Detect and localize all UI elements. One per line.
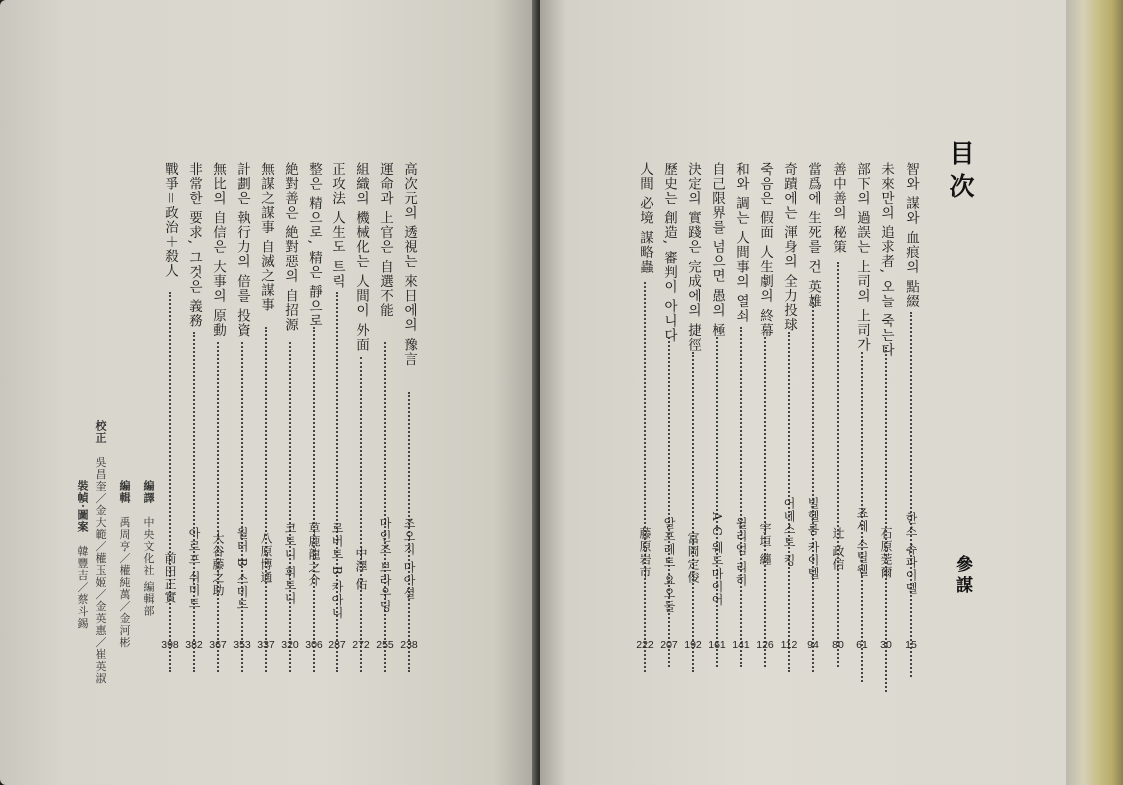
toc-entry-author: 大谷藤之助 [211,532,225,597]
toc-entry-author: 石原莞爾 [879,527,893,579]
toc-entry-author: 어네스트 킹 [782,497,796,567]
toc-entry-page: 94 [807,639,819,651]
leader-dots [265,327,267,672]
toc-entry-title: 自己限界를 넘으면 愚의 極 [709,162,725,338]
leader-dots [289,342,291,672]
toc-entry[interactable] [874,162,898,782]
leader-dots [644,282,646,672]
toc-entry-author: 八原博通 [259,532,273,584]
toc-entry-title: 奇蹟에는 渾身의 全力投球 [781,162,797,333]
section-label-staff: 參謀 [952,555,972,597]
toc-entry-author: 죠세 스틸웰 [855,507,869,577]
leader-dots [313,327,315,672]
toc-entry-title: 無比의 自信은 大事의 原動 [210,162,226,338]
toc-entry-page: 238 [400,639,418,651]
toc-entry-page: 287 [328,639,346,651]
toc-entry-author: 辻 政信 [831,527,845,571]
toc-entry-author: 富岡定俊 [686,532,700,584]
leader-dots [384,342,386,672]
toc-entry-title: 部下의 過誤는 上司의 上司가 [854,162,870,352]
toc-entry-author: 宇垣 纏 [758,522,772,566]
toc-entry[interactable] [230,162,254,782]
toc-entry[interactable] [753,162,777,782]
toc-entry-title: 整은 精으로, 精은 靜으로 [306,162,322,329]
toc-entry-page: 192 [684,639,702,651]
leader-dots [910,312,912,677]
credit-label: 編輯 [118,480,131,504]
toc-entry-title: 非常한 要求, 그것은 義務 [186,162,202,329]
credit-proofreading [92,420,108,685]
toc-entry-page: 306 [305,639,323,651]
credit-value: 吳昌奎／金大範／權玉姬／金英惠／崔英淑 [94,456,107,685]
toc-entry[interactable] [801,162,825,782]
toc-entry-title: 智와 謀와 血痕의 點綴 [903,162,919,309]
toc-entry-title: 高次元의 透視는 來日에의 豫言 [401,162,417,367]
toc-entry-author: 조오지 마아셜 [402,517,416,600]
toc-entry-page: 353 [233,639,251,651]
leader-dots [812,297,814,672]
leader-dots [169,292,171,672]
toc-entry-author: 아르프 쉬미트 [187,527,201,610]
toc-entry-title: 戰爭＝政治＋殺人 [162,162,178,278]
toc-entry-author: 빌헬름 카이텔 [806,497,820,580]
toc-entry-page: 398 [161,639,179,651]
toc-entry-author: 코트니 휘트니 [283,522,297,605]
toc-entry-author: 알프레트 요오들 [662,517,676,613]
leader-dots [740,327,742,667]
toc-entry-title: 죽음은 假面 人生劇의 終幕 [757,162,773,338]
toc-entry-title: 計劃은 執行力의 倍를 投資 [234,162,250,338]
toc-entry-page: 272 [352,639,370,651]
toc-entry-title: 善中善의 秘策 [830,162,846,255]
toc-entry-author: 한스 슈파이델 [904,512,918,595]
credit-value: 韓豐吉／蔡斗錫 [76,545,89,630]
toc-entry-page: 367 [209,639,227,651]
toc-entry-page: 382 [185,639,203,651]
toc-entry-title: 運命과 上官은 自選不能 [377,162,393,318]
toc-entry-author: 월터 B 스미드 [235,527,249,612]
toc-entry-title: 組織의 機械化는 人間이 外面 [353,162,369,352]
toc-entry-page: 337 [257,639,275,651]
credit-value: 中央文化社 編輯部 [142,516,155,617]
toc-entry-author: 藤原岩市 [638,527,652,579]
toc-entry[interactable] [325,162,349,782]
credit-editing [116,480,132,649]
toc-entry-page: 207 [660,639,678,651]
toc-entry-title: 歷史는 創造, 審判이 아니다 [661,162,677,343]
toc-entry-author: 草鹿龍之介 [307,522,321,587]
toc-entry-author: A C 웨드마이어 [710,512,724,607]
toc-entry-page: 80 [832,639,844,651]
toc-entry-author: 로버트 B 카아니 [330,522,344,620]
toc-entry[interactable] [777,162,801,782]
toc-entry-title: 絶對善은 絶對惡의 自招源 [282,162,298,333]
toc-entry[interactable] [657,162,681,782]
toc-entry[interactable] [206,162,230,782]
toc-entry-page: 30 [880,639,892,651]
toc-entry[interactable] [373,162,397,782]
leader-dots [837,262,839,667]
toc-entry-page: 141 [732,639,750,651]
toc-entry[interactable] [729,162,753,782]
leader-dots [764,337,766,667]
page-edges [1066,0,1123,785]
toc-entry-author: 中澤 佑 [354,547,368,591]
leader-dots [692,352,694,672]
toc-entry-title: 人間 必境 謀略蟲 [637,162,653,275]
credit-label: 裝幀·圖案 [76,480,89,533]
leader-dots [241,342,243,672]
toc-entry-page: 161 [708,639,726,651]
toc-entry[interactable] [349,162,373,782]
toc-entry[interactable] [182,162,206,782]
credit-label: 校正 [94,420,107,444]
toc-entry-title: 正攻法 人生도 트릭 [329,162,345,289]
toc-entry[interactable] [254,162,278,782]
toc-entry-page: 222 [636,639,654,651]
leader-dots [360,357,362,672]
credit-design [74,480,90,629]
leader-dots [193,332,195,672]
credit-translation [140,480,156,617]
toc-entry-title: 決定의 實踐은 完成에의 捷徑 [685,162,701,352]
toc-entry-title: 當爲에 生死를 건 英雄 [805,162,821,309]
toc-entry-page: 126 [756,639,774,651]
leader-dots [217,342,219,672]
credit-value: 禹周亨／權純萬／金河彬 [118,516,131,649]
toc-entry-title: 未來만의 追求者, 오늘 죽는다 [878,162,894,358]
toc-entry[interactable] [302,162,326,782]
toc-entry[interactable] [899,162,923,782]
toc-entry-author: 마인즈 브라우딩 [378,517,392,613]
toc-entry[interactable] [158,162,182,782]
toc-entry[interactable] [826,162,850,782]
toc-title: 目次 [946,140,975,206]
toc-entry[interactable] [278,162,302,782]
toc-entry-page: 61 [856,639,868,651]
leader-dots [716,337,718,667]
leader-dots [668,337,670,667]
toc-entry-page: 320 [281,639,299,651]
toc-entry-title: 和와 調는 人間事의 열쇠 [733,162,749,323]
toc-entry-page: 255 [376,639,394,651]
toc-entry-title: 無謀之謀事 自滅之謀事 [258,162,274,313]
toc-entry-page: 15 [905,639,917,651]
toc-entry-author: 前田正實 [163,552,177,604]
toc-entry-page: 112 [780,639,798,651]
toc-entry[interactable] [850,162,874,782]
toc-entry-author: 윌리엄 리히 [734,517,748,587]
toc-entry[interactable] [705,162,729,782]
toc-entry[interactable] [633,162,657,782]
toc-entry[interactable] [397,162,421,782]
toc-entry[interactable] [681,162,705,782]
credit-label: 編譯 [142,480,155,504]
